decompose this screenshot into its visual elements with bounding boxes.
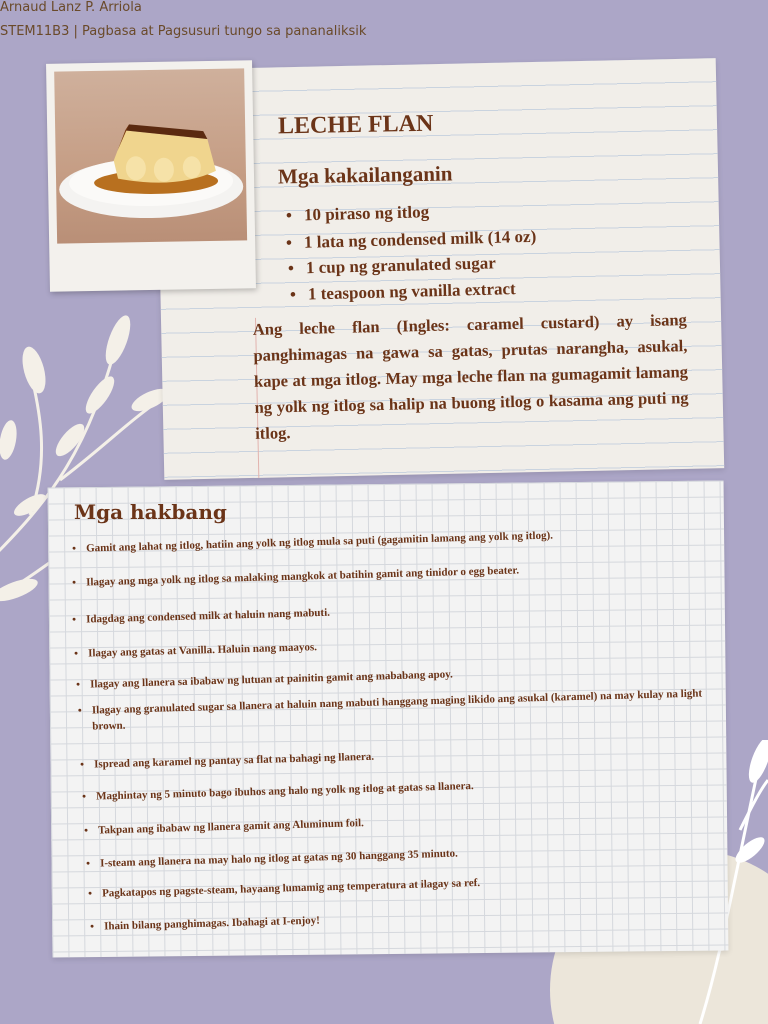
step-item: • Maghintay ng 5 minuto bago ibuhos ang halo ng yolk ng itlog at gatas sa llanera. bbox=[81, 779, 474, 803]
polaroid-photo-frame bbox=[46, 60, 256, 292]
ingredient-item: • 1 cup ng granulated sugar bbox=[287, 253, 497, 278]
recipe-description: Ang leche flan (Ingles: caramel custard) ay isang panghimagas na gawa sa gatas, prutas narangha, asukal, kape at mga itlog. May mga leche flan na gumagamit lamang ng yolk ng itlog sa halip na buong itlog o kasama ang puti ng itlog. bbox=[252, 310, 689, 443]
step-item: • Ispread ang karamel ng pantay sa flat na bahagi ng llanera. bbox=[79, 750, 375, 771]
step-item: • Ilagay ang llanera sa ibabaw ng lutuan at painitin gamit ang mababang apoy. bbox=[75, 668, 453, 691]
leche-flan-photo bbox=[54, 68, 247, 243]
step-item: • Pagkatapos ng pagste-steam, hayaang lumamig ang temperatura at ilagay sa ref. bbox=[87, 876, 481, 900]
step-item: • I-steam ang llanera na may halo ng itlog at gatas ng 30 hanggang 35 minuto. bbox=[85, 847, 458, 870]
step-item: • Ilagay ang gatas at Vanilla. Haluin nang maayos. bbox=[73, 641, 318, 660]
author-name: Arnaud Lanz P. Arriola bbox=[0, 0, 142, 15]
step-item: • Gamit ang lahat ng itlog, hatiin ang yolk ng itlog mula sa puti (gagamitin lamang ang yolk ng itlog). bbox=[71, 529, 554, 555]
step-item: • Takpan ang ibabaw ng llanera gamit ang Aluminum foil. bbox=[83, 817, 364, 837]
recipe-title: LECHE FLAN bbox=[277, 110, 434, 140]
step-item: • Ihain bilang panghimagas. Ibahagi at I-enjoy! bbox=[89, 914, 320, 933]
ingredient-item: • 10 piraso ng itlog bbox=[285, 202, 430, 225]
course-title: STEM11B3 | Pagbasa at Pagsusuri tungo sa pananaliksik bbox=[0, 24, 367, 39]
leche-flan-illustration bbox=[54, 68, 247, 243]
ingredient-item: • 1 lata ng condensed milk (14 oz) bbox=[285, 226, 537, 253]
step-item: • Ilagay ang mga yolk ng itlog sa malaking mangkok at batihin gamit ang tinidor o egg beater. bbox=[71, 564, 520, 589]
ingredients-heading: Mga kakailanganin bbox=[277, 161, 453, 189]
steps-heading: Mga hakbang bbox=[74, 500, 227, 524]
ingredient-item: • 1 teaspoon ng vanilla extract bbox=[289, 279, 516, 304]
step-item: • Idagdag ang condensed milk at haluin nang mabuti. bbox=[71, 606, 331, 626]
step-item: • Ilagay ang granulated sugar sa llanera at haluin nang mabuti hanggang maging likido ang asukal (karamel) na may kulay na light brown. bbox=[77, 687, 703, 733]
